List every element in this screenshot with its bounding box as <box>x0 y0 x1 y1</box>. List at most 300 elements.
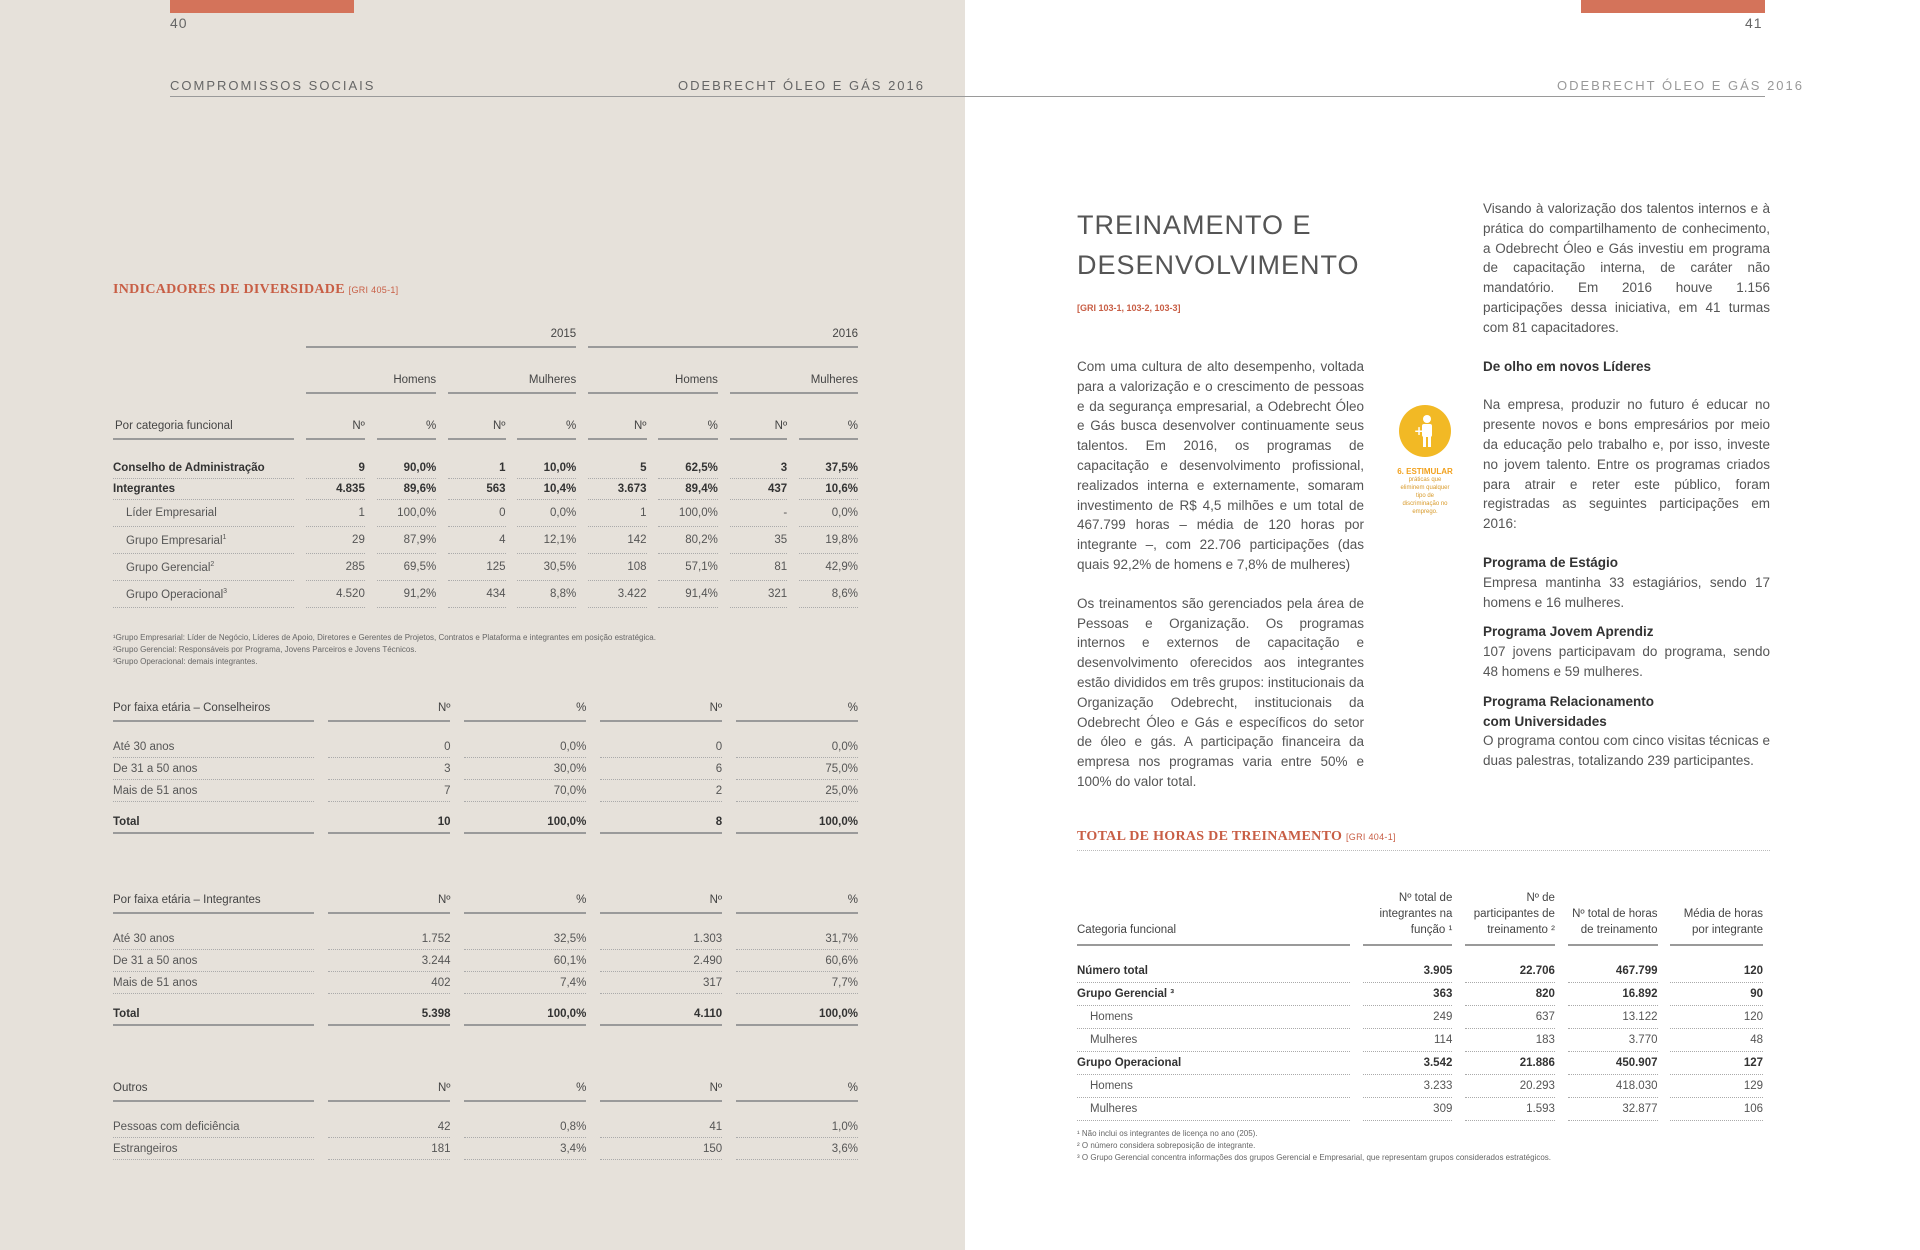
value-cell: 317 <box>600 972 722 994</box>
training-footnotes <box>1077 1128 1551 1164</box>
column-gap <box>576 554 588 581</box>
row-label: De 31 a 50 anos <box>113 950 314 972</box>
column-gap <box>506 554 518 581</box>
value-cell: 3.905 <box>1363 960 1453 983</box>
value-cell: 8,6% <box>799 581 858 608</box>
row-label: Integrantes <box>113 479 294 500</box>
column-gap <box>586 1116 600 1138</box>
value-cell: 7 <box>328 780 450 802</box>
table-row <box>1077 960 1763 983</box>
column-gap <box>722 736 736 758</box>
column-header: Nº de participantes de treinamento ² <box>1465 890 1555 946</box>
value-cell: 81 <box>730 554 788 581</box>
column-gap <box>722 700 736 722</box>
column-gap <box>586 892 600 914</box>
column-gap <box>365 479 377 500</box>
table-row <box>113 554 858 581</box>
value-cell: 4 <box>448 527 506 554</box>
column-gap <box>576 527 588 554</box>
row-label: Grupo Gerencial ³ <box>1077 983 1350 1006</box>
value-cell: 5 <box>588 458 647 479</box>
column-gap <box>1452 1098 1465 1121</box>
value-cell: 20.293 <box>1465 1075 1555 1098</box>
n-header: Nº <box>588 394 647 440</box>
year-2015: 2015 <box>306 320 576 348</box>
integrantes-table <box>113 892 858 1026</box>
column-gap <box>450 1116 464 1138</box>
column-gap <box>1555 1052 1568 1075</box>
table-row <box>113 972 858 994</box>
column-gap <box>450 758 464 780</box>
column-gap <box>718 500 730 527</box>
value-cell: 21.886 <box>1465 1052 1555 1075</box>
value-cell: 820 <box>1465 983 1555 1006</box>
year-2016: 2016 <box>588 320 858 348</box>
value-cell: 90 <box>1670 983 1763 1006</box>
column-gap <box>647 500 659 527</box>
column-gap <box>586 972 600 994</box>
column-gap <box>722 1116 736 1138</box>
table-row <box>113 500 858 527</box>
value-cell: 100,0% <box>464 812 586 834</box>
value-cell: 108 <box>588 554 647 581</box>
column-gap <box>718 479 730 500</box>
training-hours-gri: [GRI 404-1] <box>1345 832 1396 842</box>
value-cell: 120 <box>1670 1006 1763 1029</box>
column-gap <box>718 554 730 581</box>
subheading: Programa Jovem Aprendiz <box>1483 624 1654 640</box>
value-cell: 0,0% <box>736 736 858 758</box>
row-label: Conselho de Administração <box>113 458 294 479</box>
table-row <box>113 458 858 479</box>
table-row <box>113 581 858 608</box>
value-cell: 2.490 <box>600 950 722 972</box>
pct-header: % <box>464 1080 586 1102</box>
subheading: De olho em novos Líderes <box>1483 358 1652 374</box>
training-gri: [GRI 103-1, 103-2, 103-3] <box>1077 303 1181 313</box>
value-cell: 127 <box>1670 1052 1763 1075</box>
column-gap <box>436 527 448 554</box>
column-gap <box>787 479 799 500</box>
text-column-2 <box>1483 199 1770 790</box>
column-gap <box>1452 890 1465 946</box>
value-cell: 402 <box>328 972 450 994</box>
value-cell: 32.877 <box>1568 1098 1658 1121</box>
column-gap <box>294 527 307 554</box>
column-gap <box>365 527 377 554</box>
value-cell: 1 <box>306 500 365 527</box>
column-gap <box>436 500 448 527</box>
value-cell: 4.520 <box>306 581 365 608</box>
column-gap <box>787 581 799 608</box>
column-gap <box>718 527 730 554</box>
value-cell: 100,0% <box>377 500 437 527</box>
diversity-title <box>113 282 398 298</box>
value-cell: 5.398 <box>328 1004 450 1026</box>
value-cell: 2 <box>600 780 722 802</box>
value-cell: 30,0% <box>464 758 586 780</box>
column-gap <box>314 950 329 972</box>
pct-header: % <box>377 394 437 440</box>
column-gap <box>1452 960 1465 983</box>
column-gap <box>450 700 464 722</box>
column-gap <box>586 700 600 722</box>
column-gap <box>1658 1075 1671 1098</box>
column-gap <box>506 527 518 554</box>
value-cell: 90,0% <box>377 458 437 479</box>
value-cell: 106 <box>1670 1098 1763 1121</box>
column-gap <box>365 554 377 581</box>
row-label: Estrangeiros <box>113 1138 314 1160</box>
column-gap <box>1555 1098 1568 1121</box>
column-gap <box>436 554 448 581</box>
header-rule <box>965 96 1765 97</box>
column-gap <box>1555 1006 1568 1029</box>
column-gap <box>314 892 329 914</box>
diversity-gri: [GRI 405-1] <box>348 285 399 295</box>
page-tab-marker <box>1581 0 1765 13</box>
column-gap <box>450 1004 464 1026</box>
column-gap <box>787 500 799 527</box>
title-line: DESENVOLVIMENTO <box>1077 250 1360 280</box>
column-gap <box>1350 1052 1363 1075</box>
column-gap <box>718 458 730 479</box>
column-header: Nº total de horas de treinamento <box>1568 890 1658 946</box>
sdg-sublabel: práticas que eliminem qualquer tipo de discriminação no emprego. <box>1400 477 1450 515</box>
column-gap <box>576 581 588 608</box>
column-gap <box>722 758 736 780</box>
column-gap <box>1555 960 1568 983</box>
column-gap <box>365 581 377 608</box>
n-header: Nº <box>600 1080 722 1102</box>
training-title <box>1077 205 1360 285</box>
column-gap <box>1452 1052 1465 1075</box>
value-cell: 150 <box>600 1138 722 1160</box>
value-cell: 60,6% <box>736 950 858 972</box>
column-gap <box>647 581 659 608</box>
value-cell: 434 <box>448 581 506 608</box>
value-cell: 89,6% <box>377 479 437 500</box>
n-header: Nº <box>328 1080 450 1102</box>
row-label: Homens <box>1077 1075 1350 1098</box>
paragraph: Os treinamentos são gerenciados pela área de Pessoas e Organização. Os programas internos e externos de capacitação e desenvolvimento oferecidos aos integrantes estão divididos em três grupos: institucionais da Organização Odebrecht, institucionais da Odebrecht Óleo e Gás e específicos do setor de óleo e gás. A participação financeira da empresa nos programas varia entre 50% e 100% do valor total. <box>1077 595 1364 789</box>
column-gap <box>718 581 730 608</box>
footnote-ref: 2 <box>210 560 215 568</box>
column-header: Nº total de integrantes na função ¹ <box>1363 890 1453 946</box>
row-label: Pessoas com deficiência <box>113 1116 314 1138</box>
table-header-row <box>1077 890 1763 946</box>
value-cell: 0,0% <box>464 736 586 758</box>
column-gap <box>1350 1006 1363 1029</box>
diversity-title-text: INDICADORES DE DIVERSIDADE <box>113 282 345 297</box>
value-cell: 57,1% <box>658 554 718 581</box>
value-cell: 3.233 <box>1363 1075 1453 1098</box>
row-label: Total <box>113 812 314 834</box>
column-gap <box>586 758 600 780</box>
value-cell: 467.799 <box>1568 960 1658 983</box>
value-cell: 1.752 <box>328 928 450 950</box>
value-cell: 1 <box>588 500 647 527</box>
value-cell: 25,0% <box>736 780 858 802</box>
row-label: De 31 a 50 anos <box>113 758 314 780</box>
row-label: Até 30 anos <box>113 928 314 950</box>
value-cell: 1.593 <box>1465 1098 1555 1121</box>
value-cell: 3 <box>328 758 450 780</box>
column-gap <box>450 1080 464 1102</box>
column-gap <box>314 1080 329 1102</box>
row-label: Grupo Gerencial$^2$ <box>113 554 294 581</box>
column-gap <box>450 812 464 834</box>
table-row <box>1077 1006 1763 1029</box>
column-gap <box>314 736 329 758</box>
value-cell: 181 <box>328 1138 450 1160</box>
value-cell: 60,1% <box>464 950 586 972</box>
section-header: COMPROMISSOS SOCIAIS <box>170 78 376 93</box>
value-cell: 120 <box>1670 960 1763 983</box>
value-cell: 142 <box>588 527 647 554</box>
value-cell: 563 <box>448 479 506 500</box>
table-row <box>113 758 858 780</box>
n-header: Nº <box>730 394 788 440</box>
table-header-row <box>113 892 858 914</box>
value-cell: 89,4% <box>658 479 718 500</box>
gender-header: Homens <box>306 348 436 394</box>
value-cell: 10,4% <box>517 479 576 500</box>
value-cell: 0,0% <box>517 500 576 527</box>
column-gap <box>647 554 659 581</box>
column-gap <box>450 736 464 758</box>
column-gap <box>722 950 736 972</box>
pct-header: % <box>517 394 576 440</box>
column-gap <box>1658 983 1671 1006</box>
table-row <box>1077 1075 1763 1098</box>
value-cell: 31,7% <box>736 928 858 950</box>
row-label: Número total <box>1077 960 1350 983</box>
column-gap <box>294 581 307 608</box>
pct-header: % <box>799 394 858 440</box>
column-gap <box>1658 1098 1671 1121</box>
value-cell: 87,9% <box>377 527 437 554</box>
column-gap <box>586 1080 600 1102</box>
column-gap <box>365 500 377 527</box>
paragraph: Com uma cultura de alto desempenho, voltada para a valorização e o crescimento de pessoas e da segurança empresarial, a Odebrecht Óleo e Gás busca desenvolver continuamente seus talentos. Em 2016, os programas de capacitação e desenvolvimento profissional, realizados interna e externamente, somaram investimento de R$ 4,5 milhões e um total de 467.799 horas – média de 120 horas por integrante –, com 22.706 participações (das quais 92,2% de homens e 7,8% de mulheres) <box>1077 359 1364 572</box>
value-cell: 3.770 <box>1568 1029 1658 1052</box>
category-footnotes <box>113 632 656 668</box>
column-gap <box>450 892 464 914</box>
paragraph: Na empresa, produzir no futuro é educar no presente novos e bons empresários por meio da educação pelo trabalho e, por isso, investe no jovem talento. Entre os programas criados para atrair e reter este público, foram registradas as seguintes participações em 2016: <box>1483 397 1770 532</box>
footnote: ¹Grupo Empresarial: Líder de Negócio, Líderes de Apoio, Diretores e Gerentes de Projetos, Contratos e Plataforma e integrantes em posição estratégica. <box>113 633 656 642</box>
title-divider <box>1077 850 1770 852</box>
total-row <box>113 1004 858 1026</box>
column-gap <box>450 1138 464 1160</box>
category-rows <box>113 458 858 608</box>
person-glyph-icon <box>1410 413 1440 449</box>
gender-header: Mulheres <box>448 348 576 394</box>
column-gap <box>1658 890 1671 946</box>
column-gap <box>576 479 588 500</box>
table-header-row <box>113 700 858 722</box>
row-label: Homens <box>1077 1006 1350 1029</box>
value-cell: 0,0% <box>799 500 858 527</box>
value-cell: 249 <box>1363 1006 1453 1029</box>
row-label: Mais de 51 anos <box>113 780 314 802</box>
value-cell: 114 <box>1363 1029 1453 1052</box>
value-cell: 637 <box>1465 1006 1555 1029</box>
column-gap <box>1555 983 1568 1006</box>
table-header-row <box>113 1080 858 1102</box>
column-gap <box>722 812 736 834</box>
column-gap <box>450 950 464 972</box>
footnote-ref: 3 <box>223 587 228 595</box>
conselheiros-table <box>113 700 858 834</box>
value-cell: 29 <box>306 527 365 554</box>
column-gap <box>1555 890 1568 946</box>
value-cell: - <box>730 500 788 527</box>
column-gap <box>1658 1052 1671 1075</box>
value-cell: 363 <box>1363 983 1453 1006</box>
pct-header: % <box>736 892 858 914</box>
value-cell: 285 <box>306 554 365 581</box>
column-gap <box>314 1116 329 1138</box>
column-gap <box>1452 1006 1465 1029</box>
gender-header: Homens <box>588 348 718 394</box>
n-header: Nº <box>600 700 722 722</box>
value-cell: 437 <box>730 479 788 500</box>
column-gap <box>506 458 518 479</box>
column-gap <box>436 581 448 608</box>
paragraph: Empresa mantinha 33 estagiários, sendo 17 homens e 16 mulheres. <box>1483 574 1770 610</box>
column-gap <box>576 500 588 527</box>
column-gap <box>506 500 518 527</box>
column-gap <box>314 812 329 834</box>
column-gap <box>506 479 518 500</box>
person-icon <box>1399 405 1451 457</box>
value-cell: 48 <box>1670 1029 1763 1052</box>
value-cell: 12,1% <box>517 527 576 554</box>
column-gap <box>722 1080 736 1102</box>
footnote: ² O número considera sobreposição de integrante. <box>1077 1141 1256 1150</box>
value-cell: 42,9% <box>799 554 858 581</box>
running-head: ODEBRECHT ÓLEO E GÁS 2016 <box>678 78 925 93</box>
value-cell: 3.542 <box>1363 1052 1453 1075</box>
value-cell: 4.835 <box>306 479 365 500</box>
paragraph: 107 jovens participavam do programa, sendo 48 homens e 59 mulheres. <box>1483 644 1770 679</box>
column-gap <box>787 554 799 581</box>
value-cell: 30,5% <box>517 554 576 581</box>
column-gap <box>722 780 736 802</box>
column-gap <box>586 950 600 972</box>
value-cell: 16.892 <box>1568 983 1658 1006</box>
footnote: ³ O Grupo Gerencial concentra informações dos grupos Gerencial e Empresarial, que representam grupos considerados estratégicos. <box>1077 1153 1552 1162</box>
value-cell: 1,0% <box>736 1116 858 1138</box>
training-hours-title <box>1077 829 1396 845</box>
column-gap <box>722 972 736 994</box>
running-head: ODEBRECHT ÓLEO E GÁS 2016 <box>1557 78 1804 93</box>
column-gap <box>314 758 329 780</box>
column-gap <box>314 1004 329 1026</box>
footnote: ¹ Não inclui os integrantes de licença no ano (205). <box>1077 1129 1258 1138</box>
value-cell: 183 <box>1465 1029 1555 1052</box>
table-row <box>113 479 858 500</box>
column-gap <box>722 1004 736 1026</box>
row-label: Mulheres <box>1077 1098 1350 1121</box>
n-header: Nº <box>328 700 450 722</box>
column-gap <box>586 1138 600 1160</box>
value-cell: 1 <box>448 458 506 479</box>
sdg-label: 6. ESTIMULAR <box>1397 467 1453 476</box>
value-cell: 3,6% <box>736 1138 858 1160</box>
subheading: Programa Relacionamento <box>1483 693 1655 709</box>
footnote: ²Grupo Gerencial: Responsáveis por Programa, Jovens Parceiros e Jovens Técnicos. <box>113 645 417 654</box>
value-cell: 450.907 <box>1568 1052 1658 1075</box>
category-header: Por categoria funcional <box>113 394 294 440</box>
n-header: Nº <box>328 892 450 914</box>
column-gap <box>314 1138 329 1160</box>
training-hours-title-text: TOTAL DE HORAS DE TREINAMENTO <box>1077 829 1343 844</box>
column-header: Média de horas por integrante <box>1670 890 1763 946</box>
column-gap <box>294 479 307 500</box>
column-gap <box>647 527 659 554</box>
table-row <box>1077 1029 1763 1052</box>
value-cell: 0 <box>328 736 450 758</box>
column-gap <box>450 972 464 994</box>
column-gap <box>1452 1029 1465 1052</box>
value-cell: 42 <box>328 1116 450 1138</box>
group-header: Por faixa etária – Conselheiros <box>113 700 314 722</box>
table-row <box>1077 1052 1763 1075</box>
value-cell: 80,2% <box>658 527 718 554</box>
page-number: 40 <box>170 15 188 31</box>
table-row <box>113 780 858 802</box>
value-cell: 129 <box>1670 1075 1763 1098</box>
outros-table <box>113 1080 858 1160</box>
column-gap <box>647 458 659 479</box>
footnote-ref: 1 <box>222 533 227 541</box>
column-gap <box>1452 983 1465 1006</box>
value-cell: 13.122 <box>1568 1006 1658 1029</box>
column-gap <box>787 527 799 554</box>
row-label: Grupo Empresarial$^1$ <box>113 527 294 554</box>
value-cell: 3.244 <box>328 950 450 972</box>
column-gap <box>365 458 377 479</box>
value-cell: 321 <box>730 581 788 608</box>
column-gap <box>1350 960 1363 983</box>
diversity-category-table <box>113 320 858 608</box>
column-gap <box>450 928 464 950</box>
value-cell: 10,6% <box>799 479 858 500</box>
value-cell: 1.303 <box>600 928 722 950</box>
column-gap <box>1555 1029 1568 1052</box>
n-header: Nº <box>448 394 506 440</box>
column-gap <box>722 1138 736 1160</box>
subheading: Programa de Estágio <box>1483 554 1619 570</box>
header-rule <box>170 96 965 97</box>
value-cell: 35 <box>730 527 788 554</box>
table-row <box>113 928 858 950</box>
column-gap <box>647 479 659 500</box>
paragraph: Visando à valorização dos talentos internos e à prática do compartilhamento de conhecimento, a Odebrecht Óleo e Gás investiu em programa de capacitação interna, de caráter não mandatório. Em 2016 houve 1.156 participações dessa iniciativa, em 41 turmas com 81 capacitadores. <box>1483 201 1770 335</box>
column-header: Categoria funcional <box>1077 890 1350 946</box>
value-cell: 32,5% <box>464 928 586 950</box>
value-cell: 3.673 <box>588 479 647 500</box>
table-row <box>113 736 858 758</box>
value-cell: 10 <box>328 812 450 834</box>
column-gap <box>1658 1006 1671 1029</box>
column-gap <box>576 458 588 479</box>
n-header: Nº <box>600 892 722 914</box>
value-cell: 0,8% <box>464 1116 586 1138</box>
group-header: Outros <box>113 1080 314 1102</box>
